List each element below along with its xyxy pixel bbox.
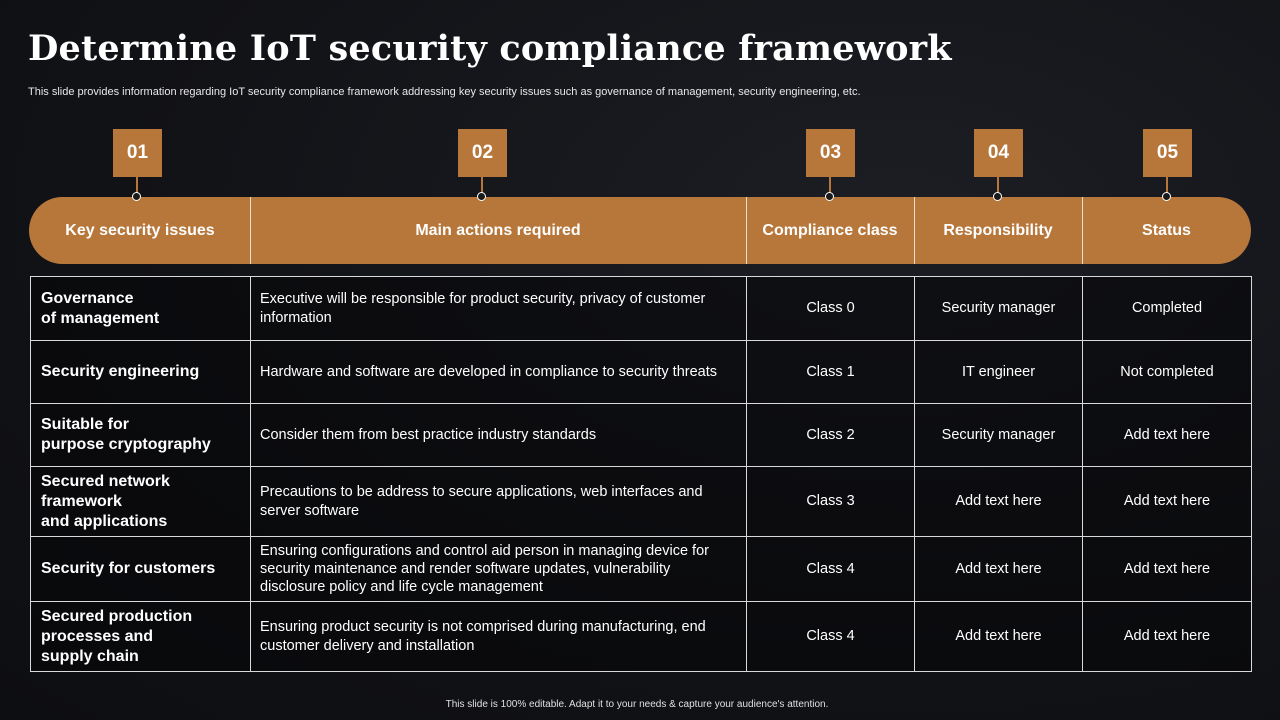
compliance-table <box>30 276 1252 672</box>
cell-compliance-class: Class 4 <box>747 537 915 602</box>
slide-title: Determine IoT security compliance framework <box>28 28 952 69</box>
step-badge-01: 01 <box>113 129 162 177</box>
header-main-actions: Main actions required <box>415 221 581 239</box>
table-row <box>31 537 1252 602</box>
cell-compliance-class: Class 3 <box>747 467 915 537</box>
cell-status: Not completed <box>1083 341 1252 404</box>
table-row <box>31 277 1252 341</box>
step-badge-05: 05 <box>1143 129 1192 177</box>
cell-main-action: Ensuring product security is not comprised during manufacturing, end customer delivery and installation <box>251 602 747 672</box>
cell-status: Add text here <box>1083 602 1252 672</box>
cell-compliance-class: Class 4 <box>747 602 915 672</box>
cell-key-issue: Secured production processes and supply chain <box>31 602 251 672</box>
cell-main-action: Precautions to be address to secure applications, web interfaces and server software <box>251 467 747 537</box>
table-row <box>31 467 1252 537</box>
cell-status: Add text here <box>1083 467 1252 537</box>
cell-responsibility: Security manager <box>915 404 1083 467</box>
cell-responsibility: Add text here <box>915 467 1083 537</box>
table-row <box>31 404 1252 467</box>
header-status: Status <box>1142 221 1191 239</box>
cell-status: Completed <box>1083 277 1252 341</box>
cell-responsibility: Add text here <box>915 602 1083 672</box>
cell-main-action: Ensuring configurations and control aid person in managing device for security maintenance and render software updates, vulnerability disclosure policy and life cycle management <box>251 537 747 602</box>
cell-key-issue: Security engineering <box>31 341 251 404</box>
cell-compliance-class: Class 2 <box>747 404 915 467</box>
cell-status: Add text here <box>1083 537 1252 602</box>
step-badge-02: 02 <box>458 129 507 177</box>
step-badge-04: 04 <box>974 129 1023 177</box>
cell-compliance-class: Class 1 <box>747 341 915 404</box>
cell-key-issue: Security for customers <box>31 537 251 602</box>
cell-key-issue: Secured network framework and applications <box>31 467 251 537</box>
table-row <box>31 341 1252 404</box>
cell-key-issue: Governance of management <box>31 277 251 341</box>
cell-key-issue: Suitable for purpose cryptography <box>31 404 251 467</box>
cell-status: Add text here <box>1083 404 1252 467</box>
slide-footer: This slide is 100% editable. Adapt it to your needs & capture your audience's attention. <box>445 699 829 710</box>
cell-main-action: Executive will be responsible for product security, privacy of customer information <box>251 277 747 341</box>
cell-responsibility: Security manager <box>915 277 1083 341</box>
table-row <box>31 602 1252 672</box>
cell-responsibility: Add text here <box>915 537 1083 602</box>
cell-main-action: Hardware and software are developed in compliance to security threats <box>251 341 747 404</box>
cell-main-action: Consider them from best practice industry standards <box>251 404 747 467</box>
cell-responsibility: IT engineer <box>915 341 1083 404</box>
header-key-security-issues: Key security issues <box>65 221 215 239</box>
step-badge-03: 03 <box>806 129 855 177</box>
header-compliance-class: Compliance class <box>762 221 898 239</box>
slide-subtitle: This slide provides information regarding IoT security compliance framework addressing key security issues such as governance of management, security engineering, etc. <box>28 86 861 98</box>
header-responsibility: Responsibility <box>943 221 1053 239</box>
cell-compliance-class: Class 0 <box>747 277 915 341</box>
